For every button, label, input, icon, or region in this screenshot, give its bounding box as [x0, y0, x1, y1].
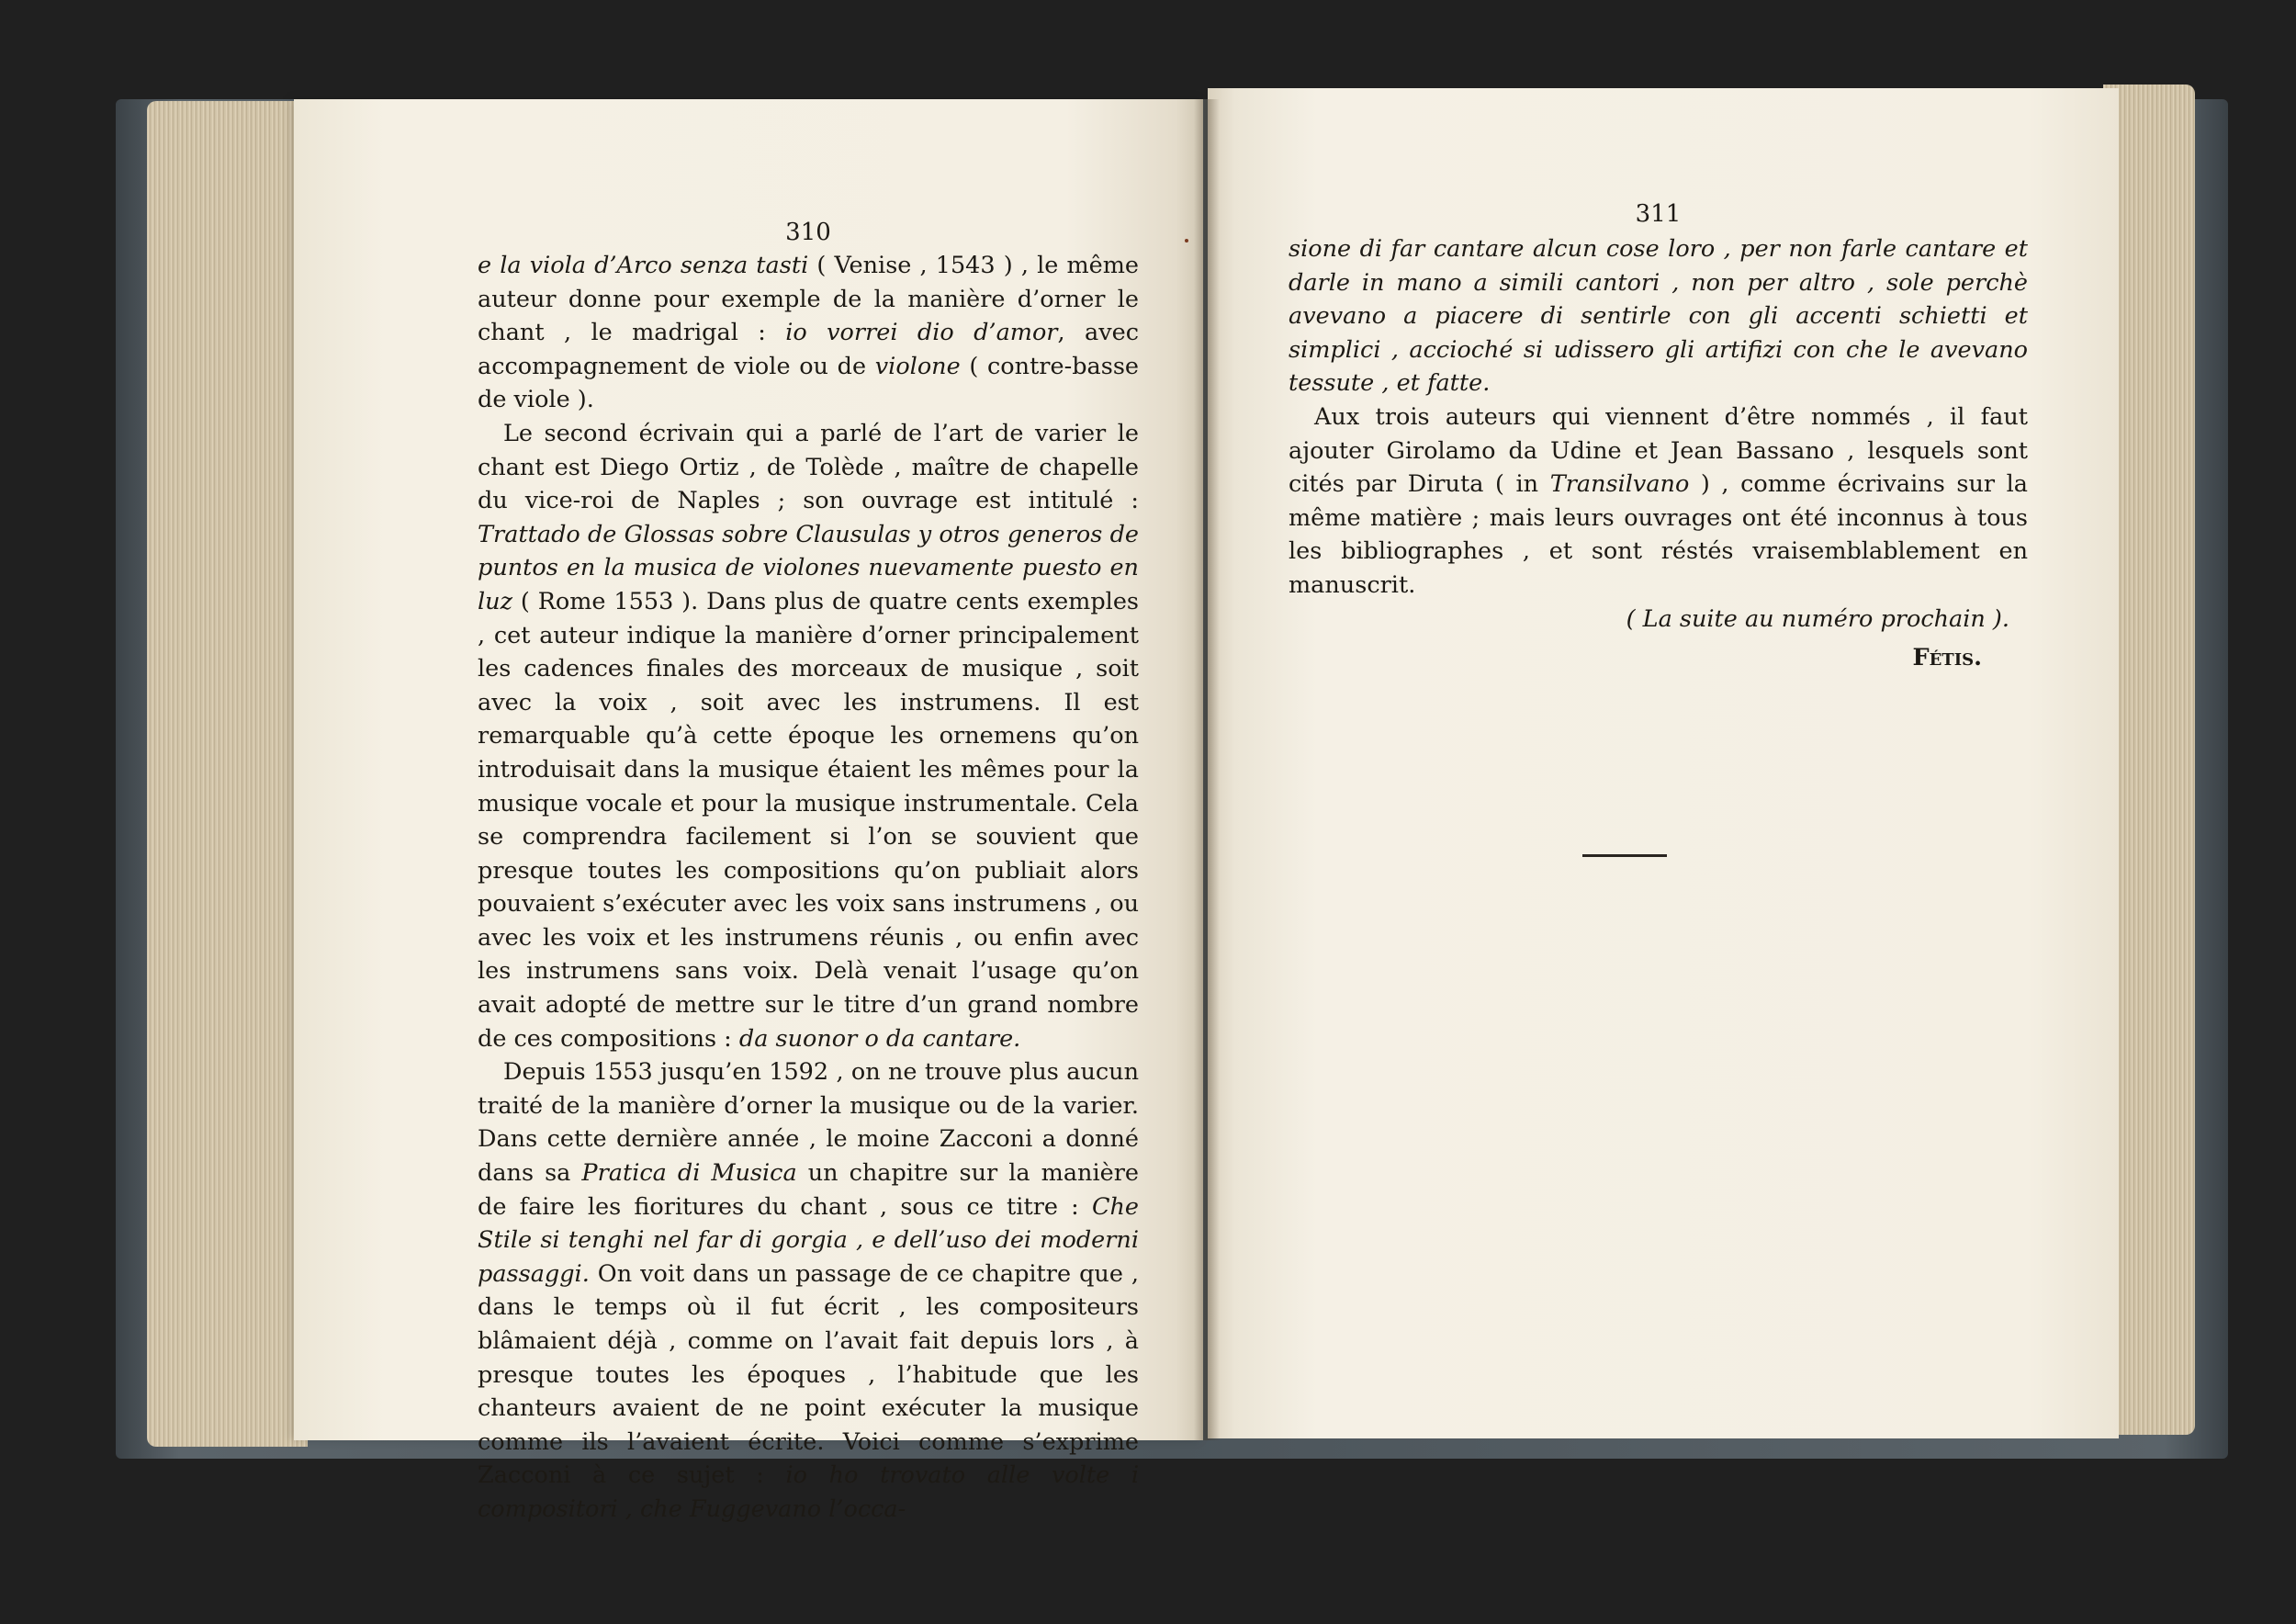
left-page-text: [478, 214, 1139, 1527]
paragraph: Le second écrivain qui a parlé de l’art de varier le chant est Diego Ortiz , de Tolède , maître de chapelle du vice-roi de Naples ; son ouvrage est intitulé : Trattado de Glossas sobre Clausulas y otros generos de puntos en la musica de violones nuevamente puesto en luz ( Rome 1553 ). Dans plus de quatre cents exemples , cet auteur indique la manière d’orner principalement les cadences finales des morceaux de musique , soit avec la voix , soit avec les instrumens. Il est remarquable qu’à cette époque les ornemens qu’on introduisait dans la musique étaient les mêmes pour la musique vocale et pour la musique instrumentale. Cela se comprendra facilement si l’on se souvient que presque toutes les compositions qu’on publiait alors pouvaient s’exécuter avec les voix sans instrumens , ou avec les voix et les instrumens réunis , ou enfin avec les instrumens sans voix. Delà venait l’usage qu’on avait adopté de mettre sur le titre d’un grand nombre de ces compositions : da suonor o da cantare.: [478, 419, 1139, 1053]
page-edges-left: [147, 101, 308, 1447]
paragraph: sione di far cantare alcun cose loro , per non farle cantare et darle in mano a simili cantori , non per altro , sole perchè avevano a piacere di sentirle con gli accenti schietti et simplici , accioché si udissero gli artifizi con che le avevano tessute , et fatte.: [1289, 235, 2028, 398]
book-gutter: [1194, 99, 1220, 1440]
right-page: [1208, 88, 2119, 1438]
continuation-note: ( La suite au numéro prochain ).: [1626, 604, 2009, 633]
paragraph: e la viola d’Arco senza tasti ( Venise , 1543 ) , le même auteur donne pour exemple de la manière d’orner le chant , le madrigal : io vorrei dio d’amor, avec accompagnement de viole ou de violone ( contre-basse de viole ).: [478, 252, 1139, 414]
left-page: [294, 99, 1203, 1523]
paragraph: Depuis 1553 jusqu’en 1592 , on ne trouve plus aucun traité de la manière d’orner la musique ou de la varier. Dans cette dernière année , le moine Zacconi a donné dans sa Pratica di Musica un chapitre sur la manière de faire les fioritures du chant , sous ce titre : Che Stile si tenghi nel far di gorgia , e dell’uso dei moderni passaggi. On voit dans un passage de ce chapitre que , dans le temps où il fut écrit , les compositeurs blâmaient déjà , comme on l’avait fait depuis lors , à presque toutes les époques , l’habitude que les chanteurs avaient de ne point exécuter la musique comme ils l’avaient écrite. Voici comme s’exprime Zacconi à ce sujet : io ho trovato alle volte i compositori , che Fuggevano l’occa-: [478, 1058, 1139, 1523]
right-paragraphs: [1289, 232, 2028, 603]
paragraph: Aux trois auteurs qui viennent d’être nommés , il faut ajouter Girolamo da Udine et Jean Bassano , lesquels sont cités par Diruta ( in Transilvano ) , comme écrivains sur la même matière ; mais leurs ouvrages ont été inconnus à tous les bibliographes , et sont réstés vraisemblablement en manuscrit.: [1289, 402, 2029, 599]
page-number: 310: [785, 219, 831, 246]
page-number: 311: [1635, 200, 1682, 228]
left-paragraphs: [478, 249, 1139, 1527]
section-rule: [1582, 854, 1667, 857]
author-signature: Fétis.: [1912, 644, 1982, 672]
ink-spot: [1185, 239, 1188, 242]
right-page-text: [1289, 196, 2028, 675]
